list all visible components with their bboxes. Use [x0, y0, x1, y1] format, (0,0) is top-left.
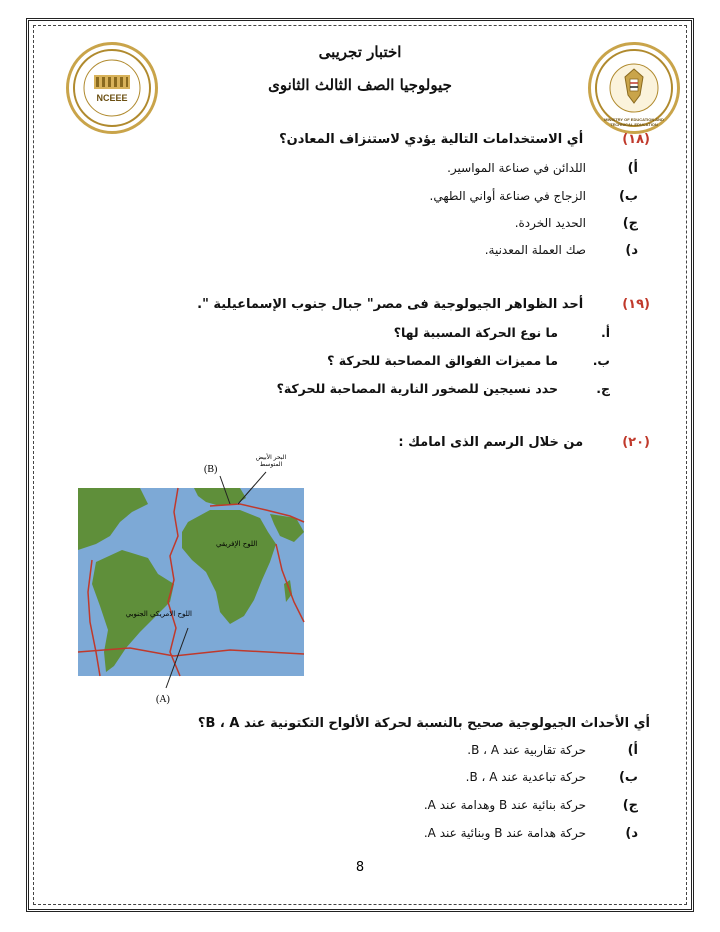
map-label-b: (B) [204, 464, 218, 475]
question-20 [130, 435, 650, 450]
ministry-logo-text: MINISTRY OF EDUCATION AND TECHNICAL EDUCATION [604, 117, 664, 127]
option-text: حركة بنائية عند B وهدامة عند A. [423, 798, 586, 812]
option-letter: أ) [627, 161, 638, 176]
map-label-sea: البحر الأبيض المتوسط [255, 454, 287, 468]
part-text: ما مميزات الفوالق المصاحبة للحركة ؟ [327, 353, 558, 368]
tectonic-map-figure [70, 452, 320, 712]
option-letter: د) [625, 243, 638, 258]
map-label-southam: اللوح الامريكي الجنوبي [125, 610, 192, 618]
question-20-followup: أي الأحداث الجيولوجية صحيح بالنسبة لحركة الألواح التكتونية عند B ، A؟ [197, 716, 650, 731]
nceee-logo-text: NCEEE [96, 93, 128, 103]
option-letter: د) [625, 826, 638, 841]
question-19-number: (١٩) [622, 297, 650, 312]
exam-subtitle: جيولوجيا الصف الثالث الثانوى [268, 76, 452, 94]
option-text: حركة تقاربية عند B ، A. [467, 743, 586, 757]
question-18-text: أي الاستخدامات التالية يؤدي لاستنزاف المعادن؟ [279, 132, 584, 147]
part-text: حدد نسيجين للصخور النارية المصاحبة للحركة؟ [276, 381, 558, 396]
question-20-text: من خلال الرسم الذى امامك : [398, 435, 584, 450]
question-20-number: (٢٠) [622, 435, 650, 450]
page-number: 8 [355, 860, 365, 875]
part-letter: ج. [596, 381, 610, 396]
question-19-text: أحد الظواهر الجيولوجية فى مصر" جبال جنوب الإسماعيلية ". [197, 297, 584, 312]
tectonic-map [70, 452, 320, 712]
part-letter: أ. [600, 325, 610, 340]
option-text: الزجاج في صناعة أواني الطهي. [429, 189, 586, 203]
option-text: حركة تباعدية عند B ، A. [465, 770, 586, 784]
option-letter: ج) [622, 216, 638, 231]
question-18-number: (١٨) [622, 132, 650, 147]
option-letter: ج) [622, 798, 638, 813]
question-19 [130, 297, 650, 312]
option-letter: ب) [618, 189, 638, 204]
nceee-logo [66, 42, 158, 134]
option-text: صك العملة المعدنية. [484, 243, 586, 257]
ministry-logo [588, 42, 680, 134]
question-18 [130, 132, 650, 147]
part-letter: ب. [592, 353, 610, 368]
option-text: الحديد الخردة. [514, 216, 586, 230]
exam-title: اختبار تجريبى [318, 43, 402, 61]
map-label-a: (A) [156, 694, 170, 705]
option-letter: أ) [627, 743, 638, 758]
map-label-african: اللوح الإفريقي [216, 540, 258, 548]
option-text: حركة هدامة عند B وبنائية عند A. [423, 826, 586, 840]
part-text: ما نوع الحركة المسببة لها؟ [393, 325, 558, 340]
option-text: اللدائن في صناعة المواسير. [447, 161, 586, 175]
option-letter: ب) [618, 770, 638, 785]
nceee-logo-emblem [69, 45, 155, 131]
